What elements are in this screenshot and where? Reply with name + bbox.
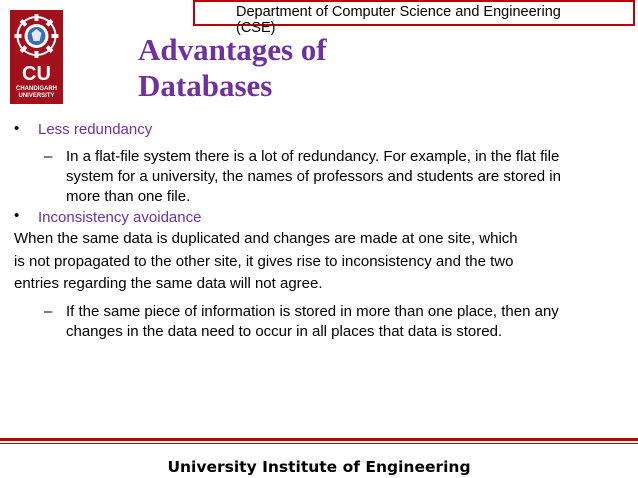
logo-initials: CU — [22, 63, 51, 85]
bullet-inconsistency-avoidance: Inconsistency avoidance — [38, 209, 202, 226]
slide-title — [138, 32, 327, 104]
footer-divider-thin — [0, 443, 638, 444]
inconsistency-explanation — [66, 302, 612, 342]
bullet-marker: • — [14, 207, 20, 224]
footer-divider — [0, 438, 638, 441]
slide-title-line2: Databases — [138, 68, 273, 103]
body-text-line: When the same data is duplicated and changes are made at one site, which — [14, 230, 518, 247]
bullet-less-redundancy: Less redundancy — [38, 121, 153, 138]
text-line: changes in the data need to occur in all places that data is stored. — [66, 323, 503, 340]
logo-text-line1: CHANDIGARH — [16, 86, 57, 92]
text-line: system for a university, the names of professors and students are stored in — [66, 168, 561, 185]
chandigarh-university-logo — [10, 10, 63, 104]
sub-bullet-marker: – — [44, 303, 53, 320]
slide-title-line1: Advantages of — [138, 32, 327, 67]
logo-text-line2: UNIVERSITY — [18, 93, 55, 99]
redundancy-explanation — [66, 147, 612, 207]
text-line: If the same piece of information is stored in more than one place, then any — [66, 303, 559, 320]
text-line: In a flat-file system there is a lot of redundancy. For example, in the flat file — [66, 148, 560, 165]
body-text-line: is not propagated to the other site, it gives rise to inconsistency and the two — [14, 253, 514, 270]
body-text-line: entries regarding the same data will not agree. — [14, 275, 323, 292]
department-name: Department of Computer Science and Engineering (CSE) — [236, 4, 561, 36]
sub-bullet-marker: – — [44, 148, 53, 165]
text-line: more than one file. — [66, 188, 191, 205]
bullet-marker: • — [14, 120, 20, 137]
footer-institute-name: University Institute of Engineering — [167, 458, 471, 476]
